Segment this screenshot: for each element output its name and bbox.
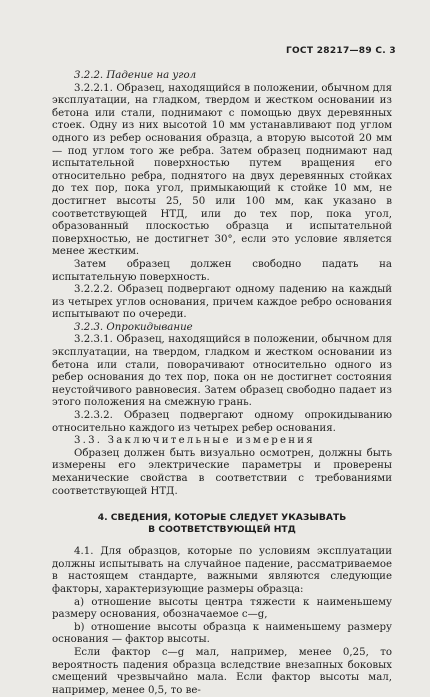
paragraph: b) отношение высоты образца к наименьшему размеру основания — фактор высоты. (52, 621, 392, 646)
paragraph: 3.2.2. Падение на угол (74, 70, 197, 81)
section-title-line-2: В СООТВЕТСТВУЮЩЕЙ НТД (148, 524, 296, 536)
paragraph: Затем образец должен свободно падать на испытательную поверхность. (52, 258, 392, 283)
section-4-title (52, 512, 392, 536)
page-body (52, 70, 392, 697)
page-header: ГОСТ 28217—89 С. 3 (285, 46, 396, 56)
paragraph: 3.2.2.1. Образец, находящийся в положении, обычном для эксплуатации, на гладком, твердом и жестком основании из бетона или стали, поднимают с помощью двух деревянных стоек. Одну из них высотой 10 мм устанавливают под углом одного из ребер основания образца, а вторую высотой 20 мм — под углом того же ребра. Затем образец поднимают над испытательной поверхностью путем вращения его относительно ребра, поднятого на двух деревянных стойках до тех пор, пока угол, примыкающий к стойке 10 мм, не достигнет высоты 25, 50 или 100 мм, как указано в соответствующей НТД, или до тех пор, пока угол, образованный плоскостью образца и испытательной поверхностью, не достигнет 30°, если это условие является менее жестким. (52, 82, 392, 258)
paragraph: Образец должен быть визуально осмотрен, должны быть измерены его электрические параметры и проверены механические свойства в соответствии с требованиями соответствующей НТД. (52, 447, 392, 497)
paragraph: 4.1. Для образцов, которые по условиям эксплуатации должны испытывать на случайное падение, рассматриваемое в настоящем стандарте, важными являются следующие факторы, характеризующие размеры образца: (52, 546, 392, 595)
paragraph: Если фактор c—g мал, например, менее 0,25, то вероятность падения образца вследствие внезапных боковых смещений чрезвычайно мала. Если фактор высоты мал, например, менее 0,5, то ве- (52, 646, 392, 696)
paragraph: 3.2.3. Опрокидывание (74, 321, 193, 333)
paragraph: 3.2.3.1. Образец, находящийся в положении, обычном для эксплуатации, на твердом, гладком и жестком основании из бетона или стали, поворачивают относительно одного из ребер основания до тех пор, пока он не достигнет состояния неустойчивого равновесия. Затем образец свободно падает из этого положения на смежную грань. (52, 334, 392, 409)
clauses-before (52, 70, 392, 498)
clauses-after (52, 546, 392, 697)
paragraph: а) отношение высоты центра тяжести к наименьшему размеру основания, обозначаемое c—g, (52, 596, 392, 621)
paragraph: 3.2.3.2. Образец подвергают одному опрокидыванию относительно каждого из четырех ребер основания. (52, 410, 392, 434)
paragraph: 3.3. Заключительные измерения (74, 435, 315, 447)
paragraph: 3.2.2.2. Образец подвергают одному падению на каждый из четырех углов основания, причем каждое ребро основания испытывают по очереди. (52, 284, 392, 321)
section-title-line-1: 4. СВЕДЕНИЯ, КОТОРЫЕ СЛЕДУЕТ УКАЗЫВАТЬ (97, 512, 347, 524)
